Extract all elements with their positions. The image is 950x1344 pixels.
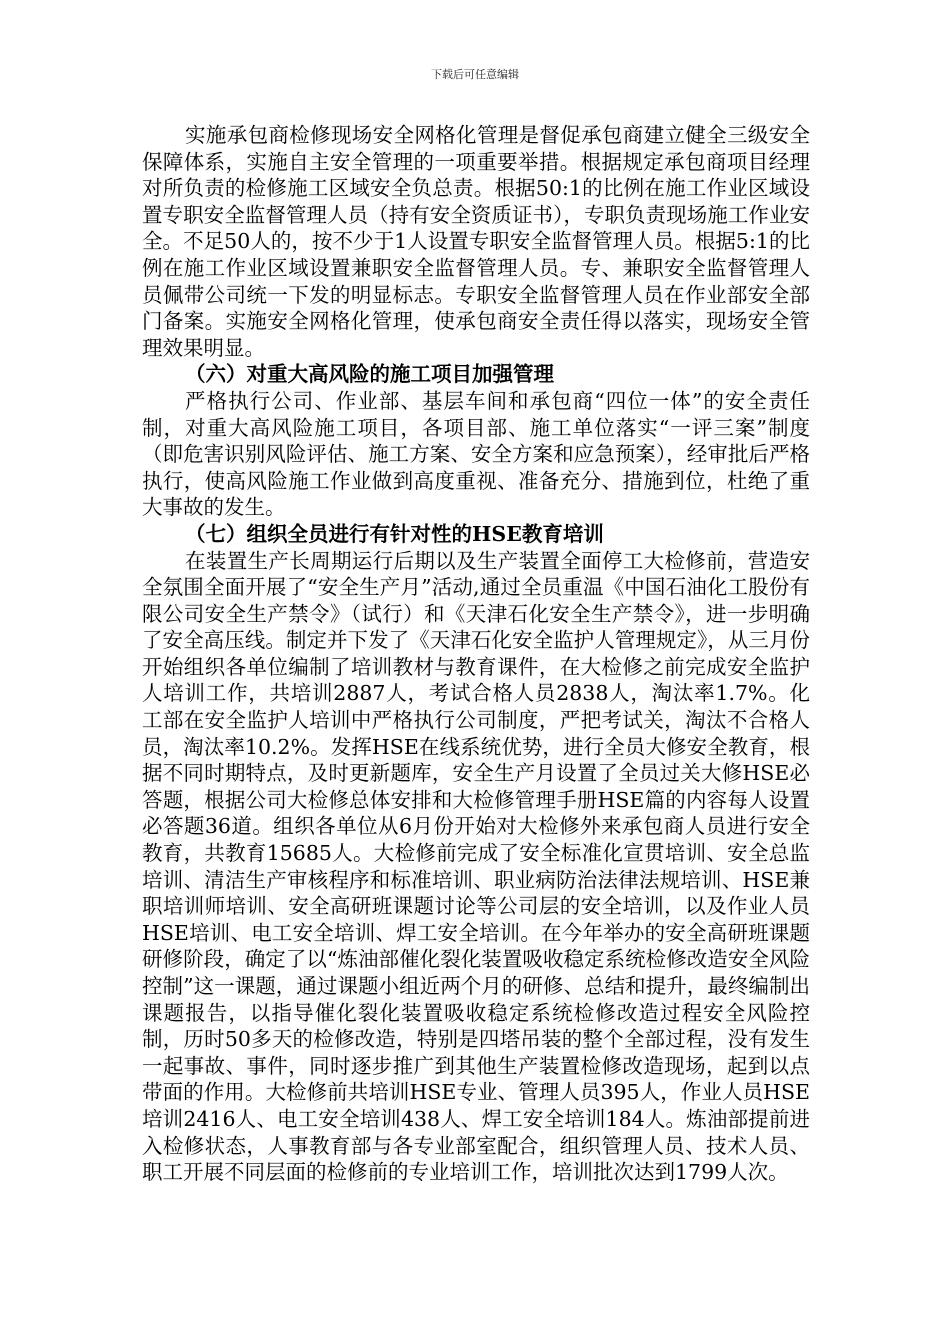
paragraph-grid-management: 实施承包商检修现场安全网格化管理是督促承包商建立健全三级安全保障体系，实施自主安全管理的一项重要举措。根据规定承包商项目经理对所负责的检修施工区域安全负总责。根据50:1的比例在施工作业区域设置专职安全监督管理人员（持有安全资质证书），专职负责现场施工作业安全。不足50人的，按不少于1人设置专职安全监督管理人员。根据5:1的比例在施工作业区域设置兼职安全监督管理人员。专、兼职安全监督管理人员佩带公司统一下发的明显标志。专职安全监督管理人员在作业部安全部门备案。实施安全网格化管理，使承包商安全责任得以落实，现场安全管理效果明显。	[142, 123, 810, 360]
section-heading-7: （七）组织全员进行有针对性的HSE教育培训	[185, 521, 604, 546]
page-header-note: 下载后可任意编辑	[431, 68, 519, 81]
document-body	[142, 122, 810, 1186]
paragraph-hse-training: 在装置生产长周期运行后期以及生产装置全面停工大检修前，营造安全氛围全面开展了“安全生产月”活动,通过全员重温《中国石油化工股份有限公司安全生产禁令》（试行）和《天津石化安全生产禁令》，进一步明确了安全高压线。制定并下发了《天津石化安全监护人管理规定》，从三月份开始组织各单位编制了培训教材与教育课件，在大检修之前完成安全监护人培训工作，共培训2887人，考试合格人员2838人，淘汰率1.7%。化工部在安全监护人培训中严格执行公司制度，严把考试关，淘汰不合格人员，淘汰率10.2%。发挥HSE在线系统优势，进行全员大修安全教育，根据不同时期特点，及时更新题库，安全生产月设置了全员过关大修HSE必答题，根据公司大检修总体安排和大检修管理手册HSE篇的内容每人设置必答题36道。组织各单位从6月份开始对大检修外来承包商人员进行安全教育，共教育15685人。大检修前完成了安全标准化宣贯培训、安全总监培训、清洁生产审核程序和标准培训、职业病防治法律法规培训、HSE兼职培训师培训、安全高研班课题讨论等公司层的安全培训，以及作业人员HSE培训、电工安全培训、焊工安全培训。在今年举办的安全高研班课题研修阶段，确定了以“炼油部催化裂化装置吸收稳定系统检修改造安全风险控制”这一课题，通过课题小组近两个月的研修、总结和提升，最终编制出课题报告，以指导催化裂化装置吸收稳定系统检修改造过程安全风险控制，历时50多天的检修改造，特别是四塔吊装的整个全部过程，没有发生一起事故、事件，同时逐步推广到其他生产装置检修改造现场，起到以点带面的作用。大检修前共培训HSE专业、管理人员395人，作业人员HSE培训2416人、电工安全培训438人、焊工安全培训184人。炼油部提前进入检修状态，人事教育部与各专业部室配合，组织管理人员、技术人员、职工开展不同层面的检修前的专业培训工作，培训批次达到1799人次。	[142, 548, 810, 1185]
paragraph-high-risk-projects: 严格执行公司、作业部、基层车间和承包商“四位一体”的安全责任制，对重大高风险施工项目，各项目部、施工单位落实“一评三案”制度（即危害识别风险评估、施工方案、安全方案和应急预案），经审批后严格执行，使高风险施工作业做到高度重视、准备充分、措施到位，杜绝了重大事故的发生。	[142, 388, 810, 520]
section-heading-6: （六）对重大高风险的施工项目加强管理	[185, 362, 555, 387]
